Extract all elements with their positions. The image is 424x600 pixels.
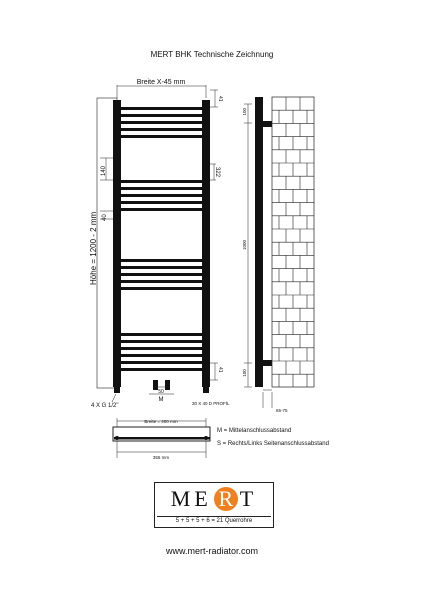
legend-s: S = Rechts/Links Seitenanschlussabstand	[217, 441, 329, 447]
left-rail	[113, 100, 121, 387]
website-url[interactable]: www.mert-radiator.com	[165, 546, 259, 556]
width-label-bottom: Breite = 400 mm	[144, 419, 178, 424]
side-dim-100-bottom: 100	[242, 369, 247, 377]
dim-40: 40	[102, 214, 108, 221]
side-radiator-body	[255, 97, 263, 387]
height-label: Höhe = 1200 - 2 mm	[89, 211, 98, 285]
side-dim-100-top: 100	[242, 108, 247, 116]
left-valve	[114, 387, 120, 393]
logo-letter-m: M	[170, 486, 195, 511]
right-rail	[202, 100, 210, 387]
top-bracket	[263, 121, 273, 127]
logo-caption: 5 + 5 + 5 + 6 = 21 Querrohre	[175, 518, 253, 524]
top-view	[113, 418, 210, 460]
wall-distance-label: 65-75	[276, 408, 288, 413]
top-view-tube	[114, 437, 210, 440]
dim-41-top: 41	[217, 96, 223, 102]
profile-label: 30 X 40 D PROFİL	[192, 401, 230, 406]
logo-letter-t: T	[239, 486, 258, 511]
connection-size-label: 4 X G 1/2"	[91, 403, 119, 409]
dim-140: 140	[101, 165, 107, 176]
right-valve	[203, 387, 209, 393]
cross-tubes	[121, 107, 202, 371]
center-valve-right	[165, 380, 170, 390]
bottom-bracket	[263, 360, 273, 366]
legend-m: M = Mittelanschlussabstand	[217, 428, 292, 434]
dim-322: 322	[214, 167, 220, 178]
logo-letter-r: R	[214, 487, 238, 511]
dim-41-bottom: 41	[217, 367, 223, 373]
side-view	[242, 97, 314, 413]
mert-logo	[154, 482, 274, 528]
m-label: M	[158, 397, 164, 403]
drawing-title: MERT BHK Technische Zeichnung	[150, 50, 274, 59]
width-label-top: Breite X-45 mm	[136, 79, 186, 86]
logo-letter-e: E	[194, 486, 212, 511]
dim-355: 355 mm	[152, 455, 170, 460]
side-dim-1000: 1000	[242, 239, 247, 251]
dim-50: 50	[158, 389, 164, 395]
